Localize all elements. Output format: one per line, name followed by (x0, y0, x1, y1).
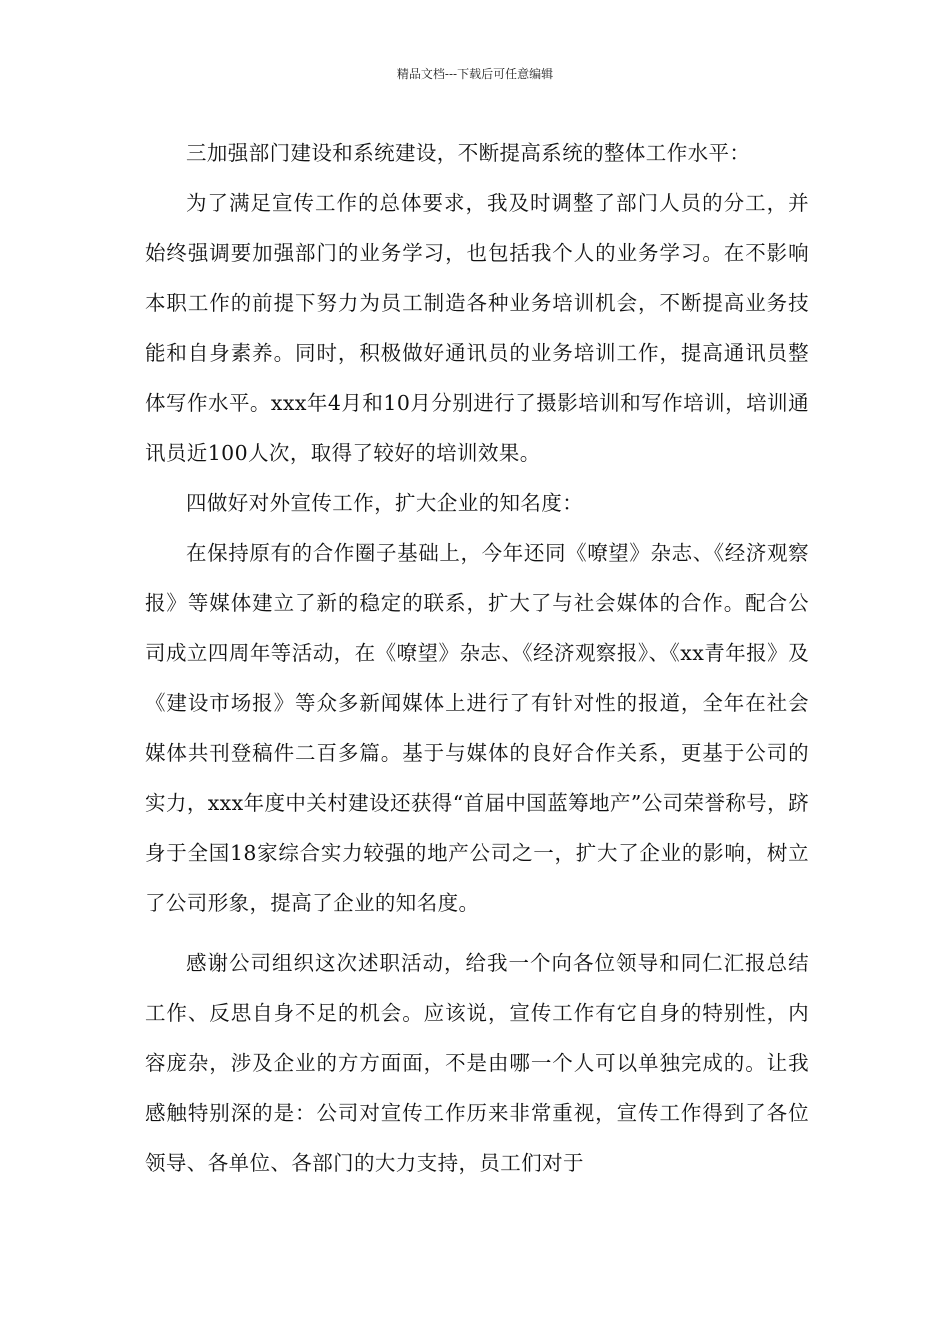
document-body (145, 128, 809, 1188)
section-heading-4: 四做好对外宣传工作，扩大企业的知名度： (186, 491, 584, 515)
page-header: 精品文档---下载后可任意编辑 (396, 67, 554, 81)
section-heading-3: 三加强部门建设和系统建设，不断提高系统的整体工作水平： (186, 141, 751, 165)
body-paragraph: 为了满足宣传工作的总体要求，我及时调整了部门人员的分工，并始终强调要加强部门的业务学习，也包括我个人的业务学习。在不影响本职工作的前提下努力为员工制造各种业务培训机会，不断提高业务技能和自身素养。同时，积极做好通讯员的业务培训工作，提高通讯员整体写作水平。xxx年4月和10月分别进行了摄影培训和写作培训，培训通讯员近100人次，取得了较好的培训效果。 (145, 191, 809, 465)
body-paragraph: 在保持原有的合作圈子基础上，今年还同《嘹望》杂志、《经济观察报》等媒体建立了新的稳定的联系，扩大了与社会媒体的合作。配合公司成立四周年等活动，在《嘹望》杂志、《经济观察报》、《xx青年报》及《建设市场报》等众多新闻媒体上进行了有针对性的报道，全年在社会媒体共刊登稿件二百多篇。基于与媒体的良好合作关系，更基于公司的实力，xxx年度中关村建设还获得“首届中国蓝筹地产”公司荣誉称号，跻身于全国18家综合实力较强的地产公司之一，扩大了企业的影响，树立了公司形象，提高了企业的知名度。 (145, 541, 809, 915)
body-paragraph: 感谢公司组织这次述职活动，给我一个向各位领导和同仁汇报总结工作、反思自身不足的机会。应该说，宣传工作有它自身的特别性，内容庞杂，涉及企业的方方面面，不是由哪一个人可以单独完成的。让我感触特别深的是：公司对宣传工作历来非常重视，宣传工作得到了各位领导、各单位、各部门的大力支持，员工们对于 (145, 951, 809, 1175)
